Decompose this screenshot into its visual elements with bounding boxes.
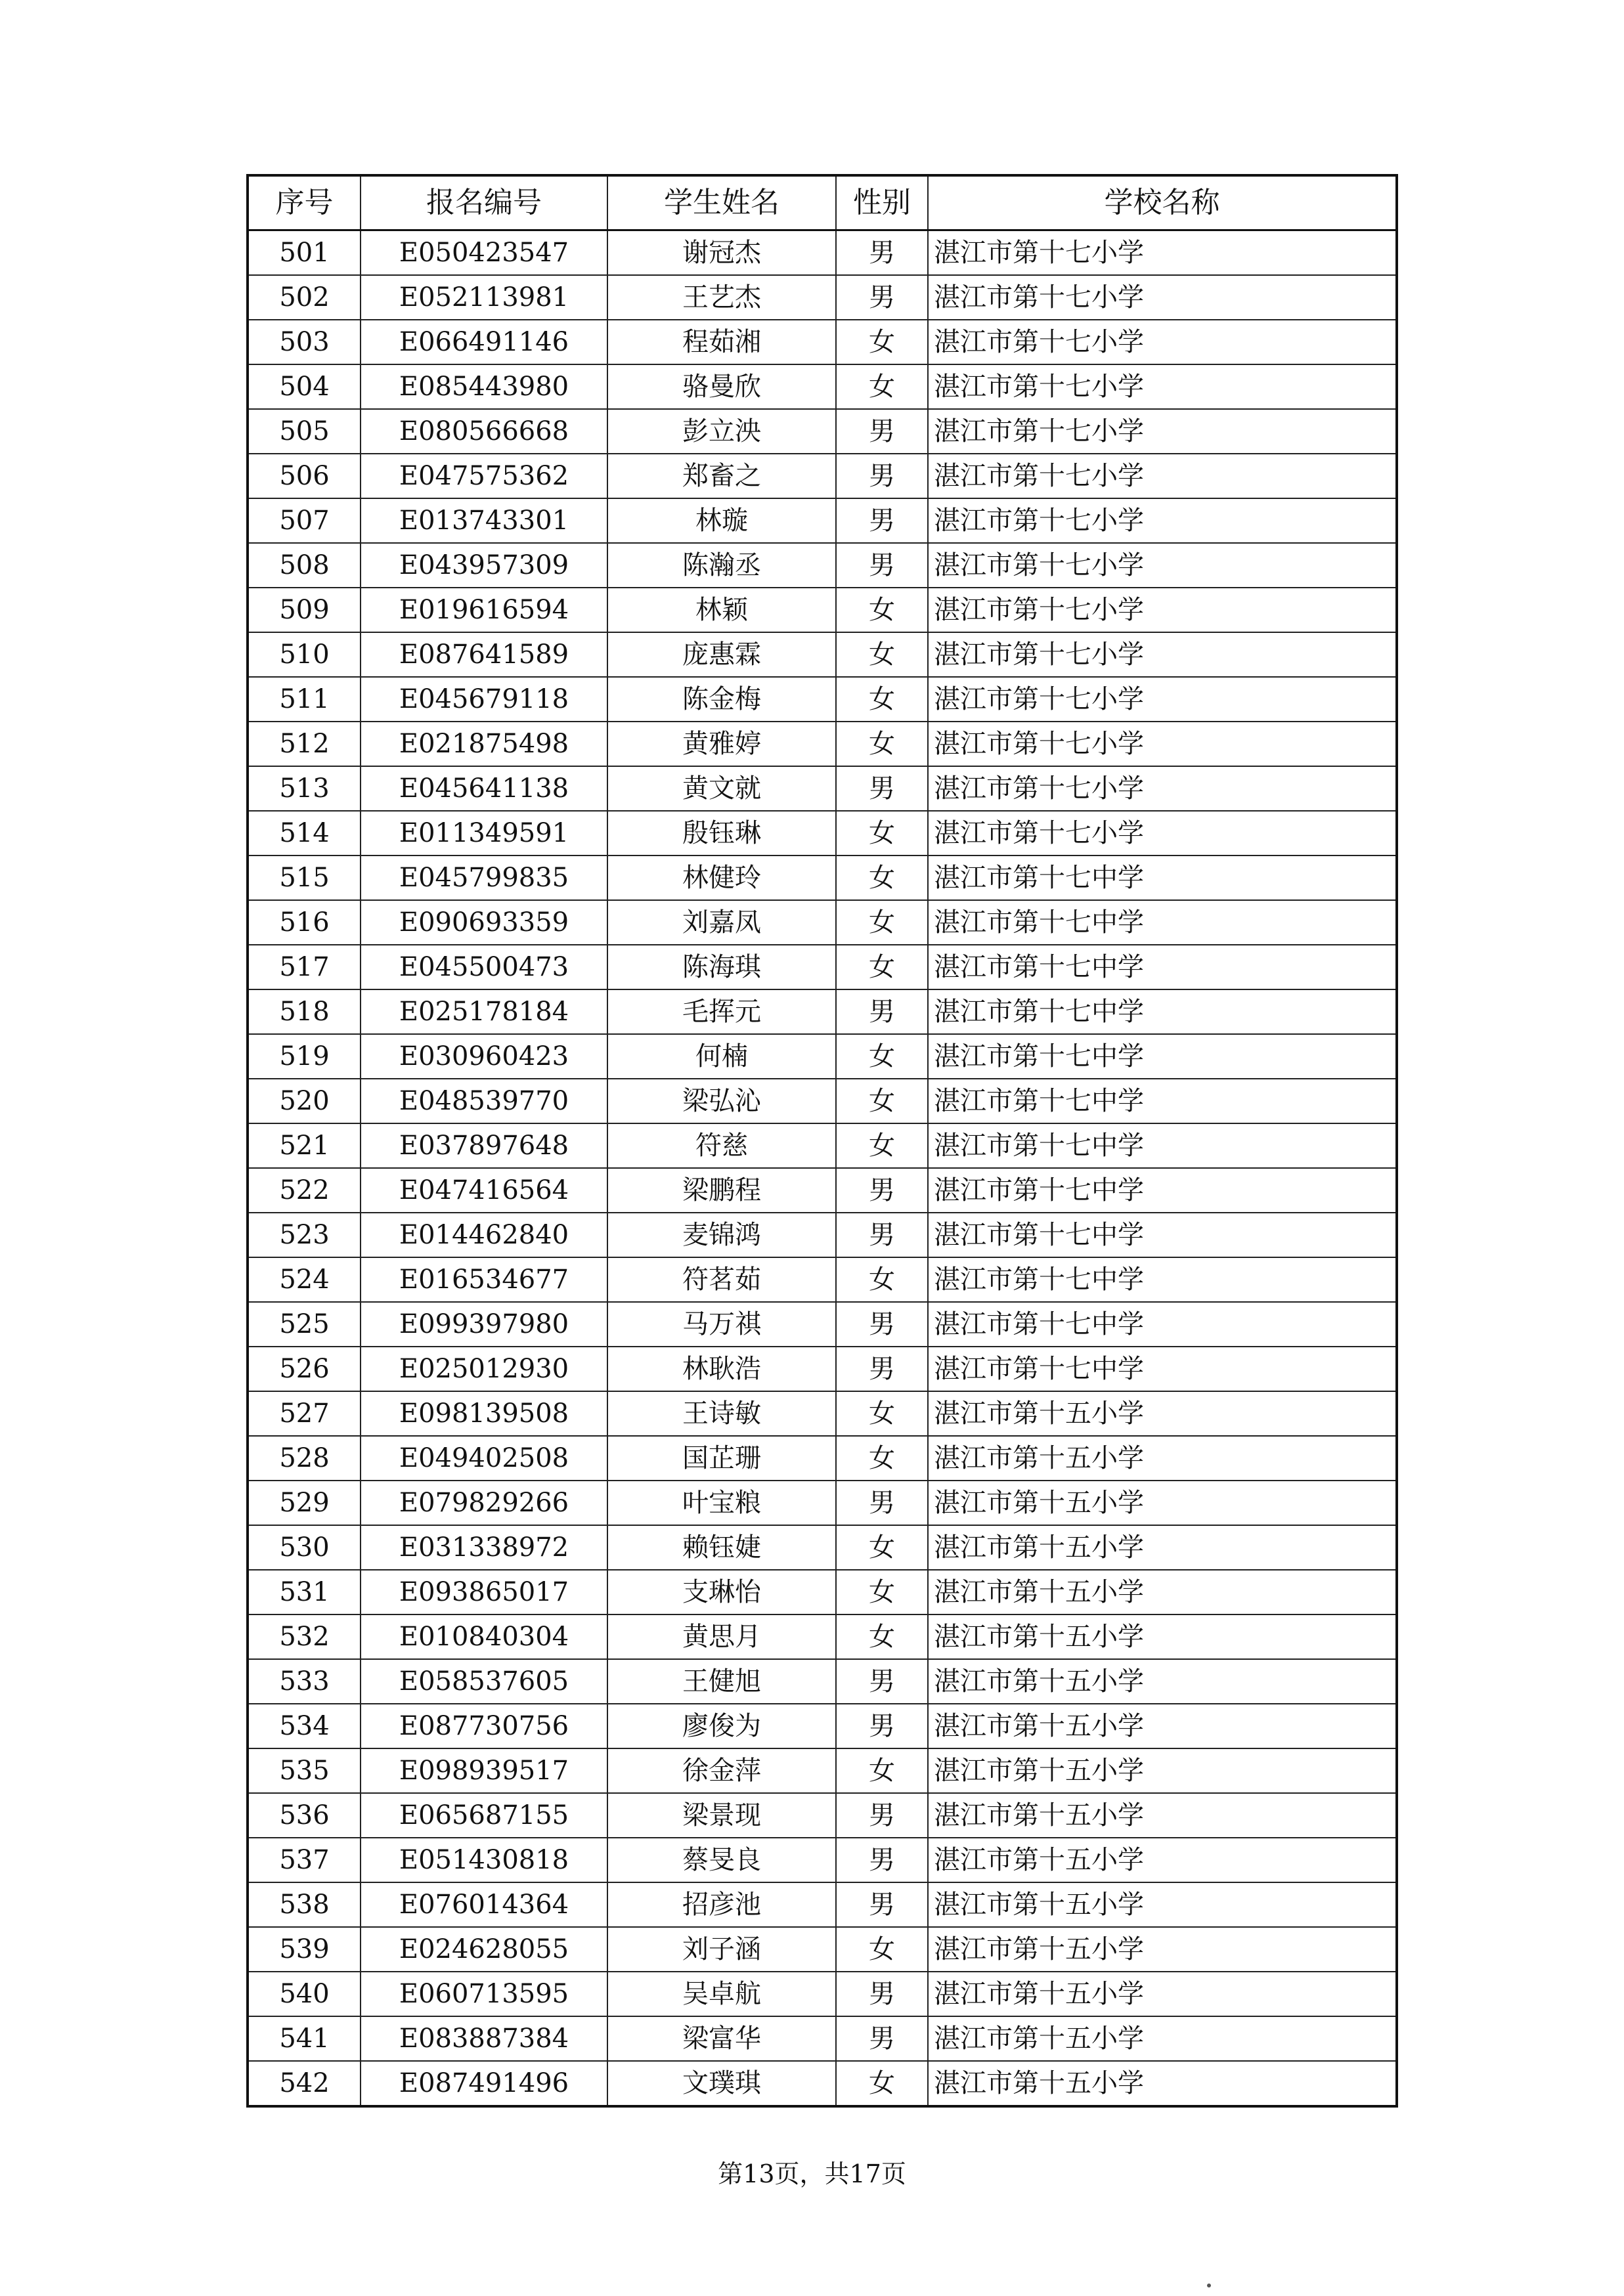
cell-seq: 533: [248, 1659, 361, 1704]
cell-registration-no: E087491496: [361, 2061, 607, 2106]
cell-school-name: 湛江市第十七小学: [928, 766, 1397, 811]
cell-gender: 女: [836, 1525, 928, 1570]
cell-school-name: 湛江市第十七小学: [928, 498, 1397, 543]
cell-student-name: 郑畜之: [607, 454, 836, 498]
cell-student-name: 彭立泱: [607, 409, 836, 454]
cell-school-name: 湛江市第十五小学: [928, 1481, 1397, 1525]
cell-seq: 528: [248, 1436, 361, 1481]
cell-gender: 男: [836, 1213, 928, 1257]
table-row: [248, 1614, 1397, 1659]
cell-gender: 女: [836, 677, 928, 722]
cell-school-name: 湛江市第十七中学: [928, 1257, 1397, 1302]
cell-school-name: 湛江市第十七中学: [928, 1347, 1397, 1391]
cell-school-name: 湛江市第十七中学: [928, 1213, 1397, 1257]
cell-seq: 517: [248, 945, 361, 989]
cell-school-name: 湛江市第十五小学: [928, 1927, 1397, 1972]
table-row: [248, 766, 1397, 811]
cell-student-name: 黄思月: [607, 1614, 836, 1659]
cell-school-name: 湛江市第十七中学: [928, 1168, 1397, 1213]
cell-student-name: 符慈: [607, 1123, 836, 1168]
cell-school-name: 湛江市第十七小学: [928, 364, 1397, 409]
cell-registration-no: E014462840: [361, 1213, 607, 1257]
cell-student-name: 马万祺: [607, 1302, 836, 1347]
cell-seq: 515: [248, 856, 361, 900]
table-row: [248, 1882, 1397, 1927]
cell-registration-no: E016534677: [361, 1257, 607, 1302]
cell-student-name: 梁富华: [607, 2016, 836, 2061]
cell-student-name: 赖钰婕: [607, 1525, 836, 1570]
table-row: [248, 989, 1397, 1034]
table-row: [248, 1436, 1397, 1481]
cell-school-name: 湛江市第十五小学: [928, 1972, 1397, 2016]
cell-seq: 519: [248, 1034, 361, 1079]
cell-registration-no: E025178184: [361, 989, 607, 1034]
cell-school-name: 湛江市第十七小学: [928, 230, 1397, 276]
cell-school-name: 湛江市第十五小学: [928, 2061, 1397, 2106]
cell-gender: 女: [836, 632, 928, 677]
cell-school-name: 湛江市第十五小学: [928, 1614, 1397, 1659]
table-row: [248, 900, 1397, 945]
table-row: [248, 543, 1397, 588]
table-row: [248, 230, 1397, 276]
cell-student-name: 叶宝粮: [607, 1481, 836, 1525]
cell-student-name: 麦锦鸿: [607, 1213, 836, 1257]
cell-registration-no: E083887384: [361, 2016, 607, 2061]
cell-gender: 男: [836, 1838, 928, 1882]
header-gender: 性别: [836, 175, 928, 230]
student-list-table: [246, 174, 1398, 2108]
cell-student-name: 林颖: [607, 588, 836, 632]
cell-registration-no: E045799835: [361, 856, 607, 900]
cell-gender: 女: [836, 1257, 928, 1302]
cell-registration-no: E090693359: [361, 900, 607, 945]
cell-seq: 514: [248, 811, 361, 856]
cell-student-name: 符茗茹: [607, 1257, 836, 1302]
table-row: [248, 1927, 1397, 1972]
table-row: [248, 454, 1397, 498]
cell-registration-no: E037897648: [361, 1123, 607, 1168]
cell-gender: 女: [836, 1570, 928, 1614]
cell-school-name: 湛江市第十七中学: [928, 1034, 1397, 1079]
cell-school-name: 湛江市第十七中学: [928, 1302, 1397, 1347]
cell-gender: 女: [836, 1436, 928, 1481]
cell-seq: 503: [248, 320, 361, 364]
cell-registration-no: E049402508: [361, 1436, 607, 1481]
table-row: [248, 1257, 1397, 1302]
cell-registration-no: E051430818: [361, 1838, 607, 1882]
cell-seq: 504: [248, 364, 361, 409]
cell-seq: 530: [248, 1525, 361, 1570]
cell-gender: 男: [836, 1302, 928, 1347]
table-row: [248, 632, 1397, 677]
table-row: [248, 364, 1397, 409]
cell-student-name: 刘子涵: [607, 1927, 836, 1972]
cell-gender: 女: [836, 2061, 928, 2106]
cell-seq: 522: [248, 1168, 361, 1213]
cell-gender: 女: [836, 945, 928, 989]
table-row: [248, 2061, 1397, 2106]
table-row: [248, 1481, 1397, 1525]
cell-student-name: 支琳怡: [607, 1570, 836, 1614]
cell-seq: 542: [248, 2061, 361, 2106]
table-row: [248, 1748, 1397, 1793]
table-row: [248, 588, 1397, 632]
cell-registration-no: E080566668: [361, 409, 607, 454]
table-row: [248, 1838, 1397, 1882]
table-row: [248, 1391, 1397, 1436]
cell-student-name: 王诗敏: [607, 1391, 836, 1436]
table-row: [248, 498, 1397, 543]
cell-gender: 女: [836, 856, 928, 900]
cell-gender: 男: [836, 1793, 928, 1838]
cell-gender: 男: [836, 989, 928, 1034]
cell-school-name: 湛江市第十七小学: [928, 722, 1397, 766]
cell-seq: 540: [248, 1972, 361, 2016]
cell-gender: 男: [836, 1972, 928, 2016]
cell-gender: 女: [836, 1927, 928, 1972]
cell-school-name: 湛江市第十七中学: [928, 1079, 1397, 1123]
cell-seq: 539: [248, 1927, 361, 1972]
cell-gender: 男: [836, 543, 928, 588]
table-row: [248, 1704, 1397, 1748]
table-row: [248, 275, 1397, 320]
cell-seq: 537: [248, 1838, 361, 1882]
cell-gender: 男: [836, 1882, 928, 1927]
cell-student-name: 梁景现: [607, 1793, 836, 1838]
header-student-name: 学生姓名: [607, 175, 836, 230]
cell-student-name: 陈金梅: [607, 677, 836, 722]
table-row: [248, 409, 1397, 454]
cell-registration-no: E048539770: [361, 1079, 607, 1123]
cell-seq: 536: [248, 1793, 361, 1838]
cell-school-name: 湛江市第十五小学: [928, 1704, 1397, 1748]
cell-seq: 520: [248, 1079, 361, 1123]
cell-seq: 506: [248, 454, 361, 498]
cell-school-name: 湛江市第十七中学: [928, 900, 1397, 945]
cell-seq: 512: [248, 722, 361, 766]
cell-gender: 女: [836, 320, 928, 364]
cell-gender: 女: [836, 1614, 928, 1659]
cell-school-name: 湛江市第十五小学: [928, 1436, 1397, 1481]
cell-seq: 526: [248, 1347, 361, 1391]
cell-student-name: 徐金萍: [607, 1748, 836, 1793]
cell-registration-no: E047416564: [361, 1168, 607, 1213]
cell-school-name: 湛江市第十五小学: [928, 1570, 1397, 1614]
cell-student-name: 梁鹏程: [607, 1168, 836, 1213]
cell-school-name: 湛江市第十七小学: [928, 677, 1397, 722]
cell-student-name: 王健旭: [607, 1659, 836, 1704]
cell-registration-no: E098139508: [361, 1391, 607, 1436]
cell-student-name: 何楠: [607, 1034, 836, 1079]
cell-school-name: 湛江市第十五小学: [928, 1882, 1397, 1927]
header-registration-no: 报名编号: [361, 175, 607, 230]
cell-registration-no: E085443980: [361, 364, 607, 409]
scan-artifact-dot: [1207, 2284, 1211, 2287]
cell-gender: 女: [836, 1391, 928, 1436]
cell-registration-no: E079829266: [361, 1481, 607, 1525]
cell-gender: 男: [836, 1347, 928, 1391]
cell-gender: 男: [836, 275, 928, 320]
cell-school-name: 湛江市第十七小学: [928, 632, 1397, 677]
cell-seq: 518: [248, 989, 361, 1034]
table-row: [248, 1793, 1397, 1838]
cell-student-name: 林璇: [607, 498, 836, 543]
table-row: [248, 1034, 1397, 1079]
cell-seq: 525: [248, 1302, 361, 1347]
cell-school-name: 湛江市第十七小学: [928, 320, 1397, 364]
cell-student-name: 殷钰琳: [607, 811, 836, 856]
cell-student-name: 林健玲: [607, 856, 836, 900]
cell-student-name: 文璞琪: [607, 2061, 836, 2106]
cell-student-name: 刘嘉凤: [607, 900, 836, 945]
table-row: [248, 811, 1397, 856]
table-header-row: [248, 175, 1397, 230]
cell-seq: 507: [248, 498, 361, 543]
cell-registration-no: E087641589: [361, 632, 607, 677]
cell-gender: 男: [836, 1659, 928, 1704]
cell-gender: 女: [836, 900, 928, 945]
cell-seq: 502: [248, 275, 361, 320]
cell-student-name: 黄雅婷: [607, 722, 836, 766]
cell-registration-no: E047575362: [361, 454, 607, 498]
cell-seq: 541: [248, 2016, 361, 2061]
cell-registration-no: E013743301: [361, 498, 607, 543]
cell-school-name: 湛江市第十五小学: [928, 1659, 1397, 1704]
cell-school-name: 湛江市第十五小学: [928, 1793, 1397, 1838]
table-row: [248, 1079, 1397, 1123]
cell-gender: 女: [836, 1079, 928, 1123]
cell-school-name: 湛江市第十五小学: [928, 1391, 1397, 1436]
cell-seq: 527: [248, 1391, 361, 1436]
cell-seq: 529: [248, 1481, 361, 1525]
cell-registration-no: E019616594: [361, 588, 607, 632]
cell-student-name: 招彦池: [607, 1882, 836, 1927]
cell-student-name: 蔡旻良: [607, 1838, 836, 1882]
cell-student-name: 庞惠霖: [607, 632, 836, 677]
cell-registration-no: E021875498: [361, 722, 607, 766]
cell-student-name: 陈瀚丞: [607, 543, 836, 588]
cell-student-name: 国芷珊: [607, 1436, 836, 1481]
cell-registration-no: E066491146: [361, 320, 607, 364]
cell-gender: 男: [836, 230, 928, 276]
cell-registration-no: E099397980: [361, 1302, 607, 1347]
cell-registration-no: E076014364: [361, 1882, 607, 1927]
cell-seq: 510: [248, 632, 361, 677]
cell-seq: 524: [248, 1257, 361, 1302]
cell-seq: 505: [248, 409, 361, 454]
table-row: [248, 1659, 1397, 1704]
cell-student-name: 王艺杰: [607, 275, 836, 320]
cell-seq: 516: [248, 900, 361, 945]
cell-seq: 523: [248, 1213, 361, 1257]
table-row: [248, 1168, 1397, 1213]
cell-seq: 531: [248, 1570, 361, 1614]
page-number: 第13页，共17页: [718, 2159, 906, 2188]
table-row: [248, 722, 1397, 766]
cell-school-name: 湛江市第十五小学: [928, 1748, 1397, 1793]
cell-student-name: 陈海琪: [607, 945, 836, 989]
cell-school-name: 湛江市第十五小学: [928, 2016, 1397, 2061]
cell-school-name: 湛江市第十七中学: [928, 989, 1397, 1034]
cell-school-name: 湛江市第十七中学: [928, 1123, 1397, 1168]
cell-gender: 男: [836, 409, 928, 454]
cell-school-name: 湛江市第十七小学: [928, 543, 1397, 588]
cell-registration-no: E050423547: [361, 230, 607, 276]
cell-seq: 509: [248, 588, 361, 632]
cell-registration-no: E065687155: [361, 1793, 607, 1838]
table-row: [248, 1347, 1397, 1391]
cell-registration-no: E052113981: [361, 275, 607, 320]
cell-student-name: 程茹湘: [607, 320, 836, 364]
cell-seq: 535: [248, 1748, 361, 1793]
cell-registration-no: E087730756: [361, 1704, 607, 1748]
cell-gender: 女: [836, 588, 928, 632]
cell-student-name: 梁弘沁: [607, 1079, 836, 1123]
cell-gender: 男: [836, 454, 928, 498]
cell-gender: 女: [836, 1123, 928, 1168]
table-row: [248, 1972, 1397, 2016]
cell-student-name: 骆曼欣: [607, 364, 836, 409]
header-school-name: 学校名称: [928, 175, 1397, 230]
cell-registration-no: E024628055: [361, 1927, 607, 1972]
cell-registration-no: E031338972: [361, 1525, 607, 1570]
table-row: [248, 1302, 1397, 1347]
cell-gender: 女: [836, 1748, 928, 1793]
cell-school-name: 湛江市第十五小学: [928, 1525, 1397, 1570]
cell-seq: 538: [248, 1882, 361, 1927]
table-row: [248, 1123, 1397, 1168]
cell-registration-no: E058537605: [361, 1659, 607, 1704]
cell-school-name: 湛江市第十七中学: [928, 945, 1397, 989]
cell-registration-no: E010840304: [361, 1614, 607, 1659]
cell-registration-no: E043957309: [361, 543, 607, 588]
cell-gender: 女: [836, 722, 928, 766]
table-row: [248, 2016, 1397, 2061]
cell-gender: 男: [836, 2016, 928, 2061]
cell-school-name: 湛江市第十七小学: [928, 275, 1397, 320]
cell-school-name: 湛江市第十七小学: [928, 454, 1397, 498]
cell-registration-no: E011349591: [361, 811, 607, 856]
cell-gender: 男: [836, 498, 928, 543]
cell-registration-no: E045641138: [361, 766, 607, 811]
cell-school-name: 湛江市第十七小学: [928, 409, 1397, 454]
cell-registration-no: E098939517: [361, 1748, 607, 1793]
cell-school-name: 湛江市第十七小学: [928, 811, 1397, 856]
table-row: [248, 1570, 1397, 1614]
table-row: [248, 1525, 1397, 1570]
table-body: [248, 230, 1397, 2107]
cell-student-name: 廖俊为: [607, 1704, 836, 1748]
cell-registration-no: E060713595: [361, 1972, 607, 2016]
cell-school-name: 湛江市第十七中学: [928, 856, 1397, 900]
table-row: [248, 856, 1397, 900]
cell-seq: 532: [248, 1614, 361, 1659]
cell-school-name: 湛江市第十五小学: [928, 1838, 1397, 1882]
table-row: [248, 1213, 1397, 1257]
cell-student-name: 毛挥元: [607, 989, 836, 1034]
cell-registration-no: E093865017: [361, 1570, 607, 1614]
cell-seq: 521: [248, 1123, 361, 1168]
cell-gender: 女: [836, 1034, 928, 1079]
cell-gender: 男: [836, 1168, 928, 1213]
cell-gender: 女: [836, 811, 928, 856]
cell-registration-no: E045500473: [361, 945, 607, 989]
table-row: [248, 320, 1397, 364]
cell-student-name: 林耿浩: [607, 1347, 836, 1391]
table-row: [248, 945, 1397, 989]
cell-seq: 501: [248, 230, 361, 276]
cell-seq: 534: [248, 1704, 361, 1748]
cell-gender: 男: [836, 766, 928, 811]
cell-gender: 女: [836, 364, 928, 409]
header-seq: 序号: [248, 175, 361, 230]
cell-gender: 男: [836, 1704, 928, 1748]
cell-registration-no: E045679118: [361, 677, 607, 722]
cell-registration-no: E025012930: [361, 1347, 607, 1391]
cell-registration-no: E030960423: [361, 1034, 607, 1079]
cell-seq: 508: [248, 543, 361, 588]
table-row: [248, 677, 1397, 722]
cell-seq: 513: [248, 766, 361, 811]
cell-student-name: 黄文就: [607, 766, 836, 811]
cell-seq: 511: [248, 677, 361, 722]
cell-student-name: 谢冠杰: [607, 230, 836, 276]
cell-school-name: 湛江市第十七小学: [928, 588, 1397, 632]
cell-student-name: 吴卓航: [607, 1972, 836, 2016]
cell-gender: 男: [836, 1481, 928, 1525]
